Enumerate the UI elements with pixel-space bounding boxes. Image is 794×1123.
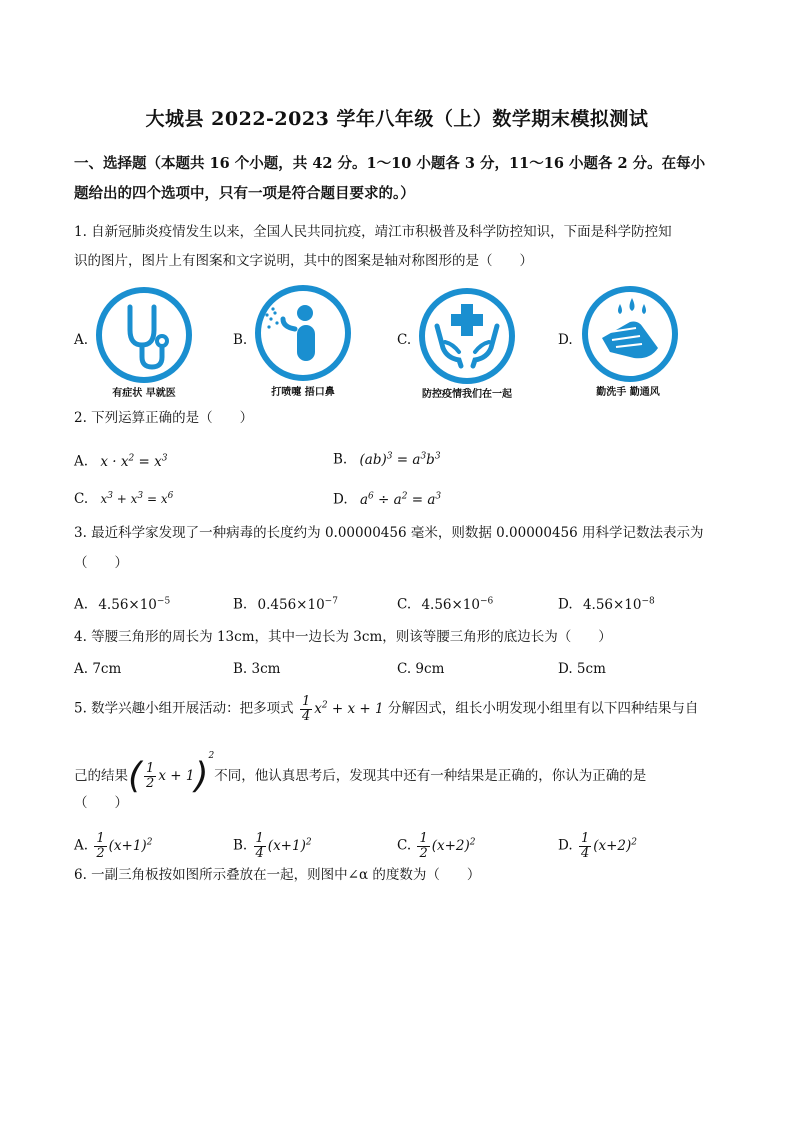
q2-option-b[interactable] (333, 445, 441, 471)
q2-option-b-formula: $(ab)^3 = a^3b^3$ (359, 451, 441, 468)
q5-text-part4: 不同，他认真思考后，发现其中还有一种结果是正确的，你认为正确的是 (214, 768, 647, 784)
q2-option-b-label: B. (333, 451, 348, 468)
q5-stem-line1 (74, 688, 698, 726)
q4-option-a[interactable]: A. 7cm (74, 661, 122, 677)
q5-text-part1: 5. 数学兴趣小组开展活动：把多项式 (74, 700, 294, 717)
q1-option-b-caption: 打喷嚏 捂口鼻 (271, 387, 335, 398)
q2-option-c-label: C. (74, 491, 89, 507)
q2-option-a-label: A. (74, 453, 89, 470)
q1-option-b-label[interactable]: B. (233, 332, 248, 348)
q5-option-a-label: A. (74, 837, 89, 854)
q3-option-b-label: B. (233, 596, 248, 613)
q2-option-d-formula: $a^6 \div a^2 = a^3$ (359, 491, 442, 508)
q2-option-c[interactable] (74, 485, 173, 510)
q5-stem-line3: （ ） (74, 795, 128, 811)
q3-stem-line1: 3. 最近科学家发现了一种病毒的长度约为 0.00000456 毫米，则数据 0.00000456 用科学记数法表示为 (74, 525, 704, 541)
q1-option-d-caption: 勤洗手 勤通风 (596, 387, 660, 398)
handwash-icon[interactable] (580, 284, 680, 384)
q4-option-b[interactable]: B. 3cm (233, 661, 281, 677)
q5-option-b-formula: $\frac{1}{4}$ $(x+1)^2$ (255, 830, 312, 861)
q1-option-c-label[interactable]: C. (397, 332, 412, 348)
q2-option-a-formula: $x \cdot x^2 = x^3$ (100, 453, 168, 470)
q5-option-c[interactable] (397, 827, 476, 861)
q1-option-a-caption: 有症状 早就医 (112, 388, 176, 399)
q1-option-a-label[interactable]: A. (74, 332, 89, 348)
q1-option-d-label[interactable]: D. (558, 332, 573, 348)
q3-option-c[interactable] (397, 590, 493, 616)
q5-polynomial: $\frac{1}{4}$ $x^2 + x + 1$ (301, 693, 384, 724)
q3-option-c-value: $4.56\times 10^{-6}$ (421, 596, 494, 613)
q4-stem: 4. 等腰三角形的周长为 13cm，其中一边长为 3cm，则该等腰三角形的底边长为（ ） (74, 629, 612, 645)
page-title: 大城县 2022-2023 学年八年级（上）数学期末模拟测试 (145, 108, 649, 130)
q5-text-part2: 分解因式，组长小明发现小组里有以下四种结果与自 (387, 700, 699, 717)
q5-option-c-formula: $\frac{1}{2}$ $(x+2)^2$ (419, 830, 476, 861)
section-heading-line2: 题给出的四个选项中，只有一项是符合题目要求的。） (74, 185, 415, 202)
q2-stem: 2. 下列运算正确的是（ ） (74, 410, 254, 426)
q2-option-a[interactable] (74, 447, 167, 473)
q1-stem-line1: 1. 自新冠肺炎疫情发生以来，全国人民共同抗疫，靖江市积极普及科学防控知识，下面是科学防控知 (74, 224, 672, 240)
q5-option-a[interactable] (74, 827, 152, 861)
hands-cross-icon[interactable] (417, 286, 517, 386)
q5-option-d-formula: $\frac{1}{4}$ $(x+2)^2$ (580, 830, 638, 861)
q3-option-a-value: $4.56\times 10^{-5}$ (98, 596, 171, 613)
q5-own-result: ( $\frac{1}{2}$ x + 1)$^2$ (128, 751, 215, 797)
q3-option-c-label: C. (397, 596, 412, 613)
q3-option-a[interactable] (74, 590, 170, 616)
q1-option-c-caption: 防控疫情我们在一起 (422, 389, 512, 400)
q4-option-d[interactable]: D. 5cm (558, 661, 606, 677)
q2-option-c-formula: $x^3 + x^3 = x^6$ (100, 491, 174, 506)
section-heading-line1: 一、选择题（本题共 16 个小题，共 42 分。1～10 小题各 3 分，11～16 小题各 2 分。在每小 (74, 155, 706, 172)
q4-option-c[interactable]: C. 9cm (397, 661, 445, 677)
sneeze-icon[interactable] (253, 283, 353, 383)
q5-option-b[interactable] (233, 827, 312, 861)
q3-option-b[interactable] (233, 590, 338, 616)
q3-stem-line2: （ ） (74, 555, 128, 571)
q5-text-part3: 己的结果 (74, 768, 128, 784)
stethoscope-icon[interactable] (94, 285, 194, 385)
q5-option-c-label: C. (397, 837, 412, 854)
q3-option-b-value: $0.456\times 10^{-7}$ (257, 596, 338, 613)
q3-option-a-label: A. (74, 596, 89, 613)
q5-option-d[interactable] (558, 827, 637, 861)
q5-stem-line2 (74, 734, 646, 798)
q3-option-d[interactable] (558, 590, 655, 616)
q2-option-d[interactable] (333, 485, 441, 511)
q3-option-d-value: $4.56\times 10^{-8}$ (582, 596, 655, 613)
q5-option-b-label: B. (233, 837, 248, 854)
q3-option-d-label: D. (558, 596, 573, 613)
q5-option-d-label: D. (558, 837, 573, 854)
q1-stem-line2: 识的图片，图片上有图案和文字说明，其中的图案是轴对称图形的是（ ） (74, 253, 533, 269)
q2-option-d-label: D. (333, 491, 348, 508)
q6-stem: 6. 一副三角板按如图所示叠放在一起，则图中∠α 的度数为（ ） (74, 867, 481, 883)
q5-option-a-formula: $\frac{1}{2}$ $(x+1)^2$ (96, 830, 153, 861)
